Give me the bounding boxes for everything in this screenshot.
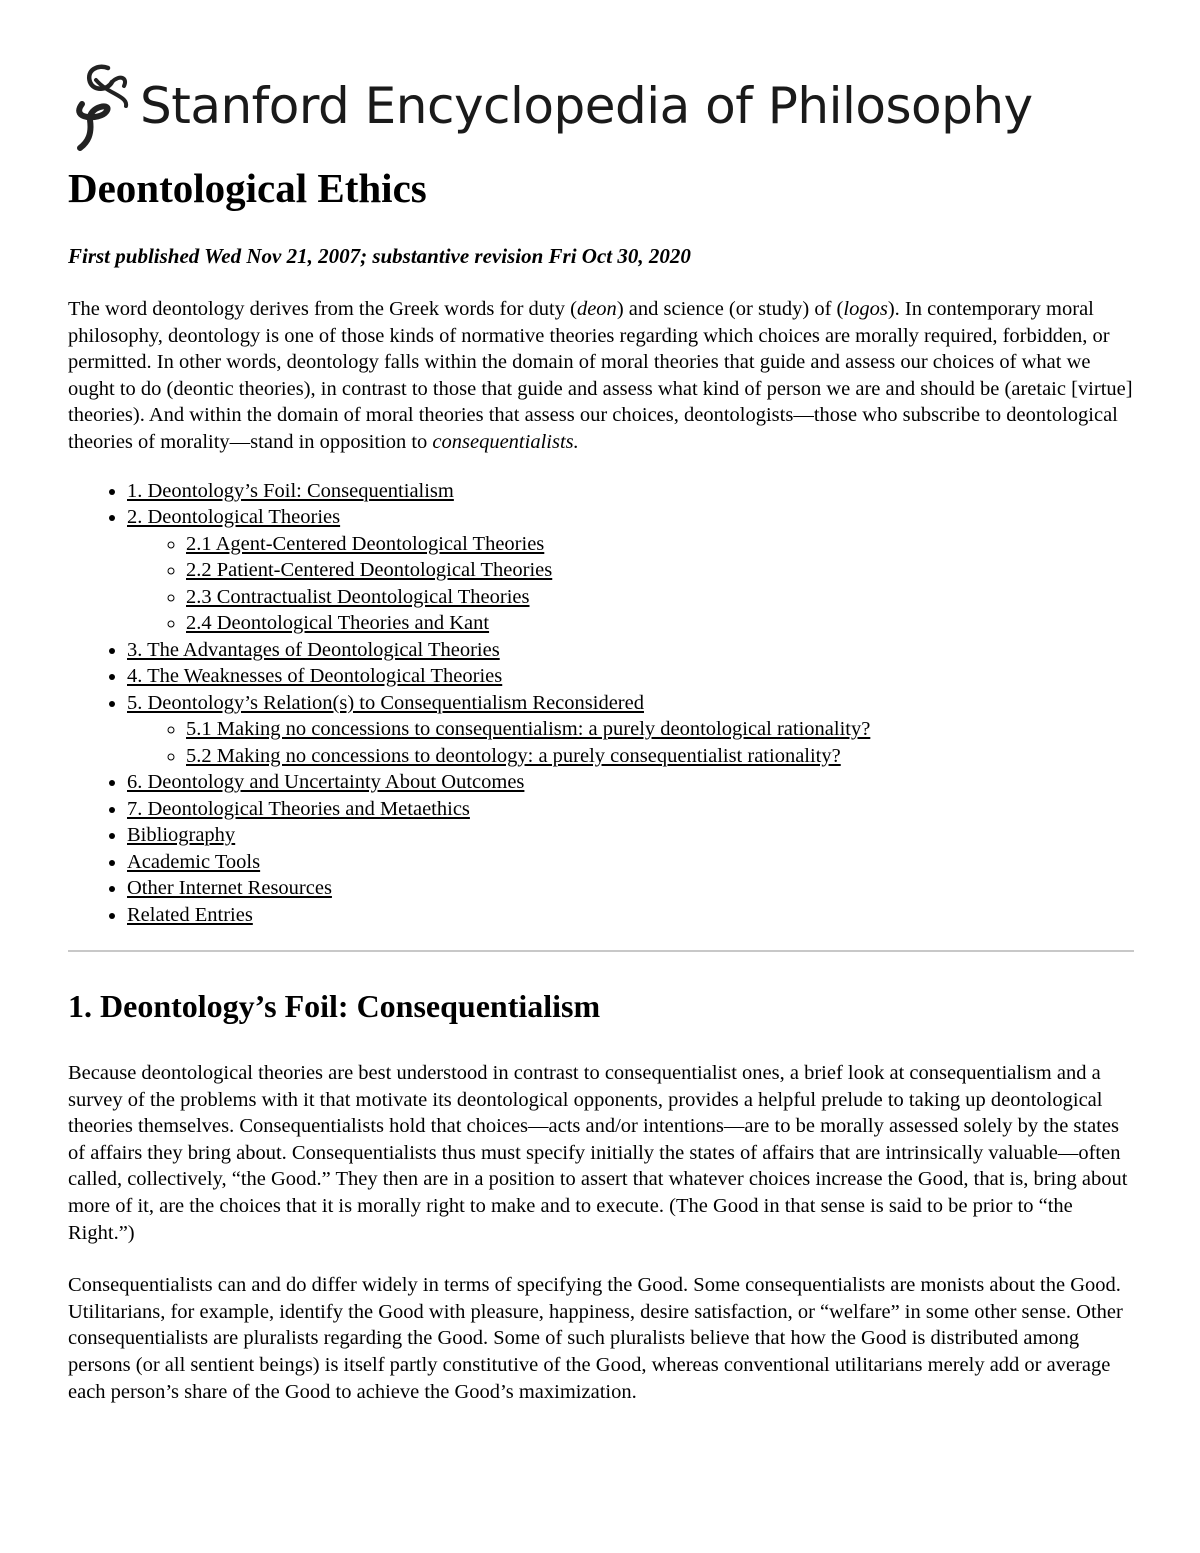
toc-item — [127, 796, 1134, 823]
toc-item — [186, 743, 1134, 770]
toc-item — [127, 663, 1134, 690]
toc-link-academic-tools[interactable]: Academic Tools — [127, 850, 261, 873]
toc-link-other-internet-resources[interactable]: Other Internet Resources — [127, 877, 332, 900]
toc-item — [127, 902, 1134, 929]
toc-sublist — [127, 531, 1134, 637]
publication-info: First published Wed Nov 21, 2007; substantive revision Fri Oct 30, 2020 — [68, 244, 691, 268]
site-masthead[interactable] — [68, 58, 1134, 154]
toc-link-section-5-2[interactable]: 5.2 Making no concessions to deontology: a purely consequentialist rationality? — [186, 744, 841, 767]
table-of-contents — [68, 478, 1134, 929]
toc-item — [127, 849, 1134, 876]
toc-link-section-5[interactable]: 5. Deontology’s Relation(s) to Consequentialism Reconsidered — [127, 691, 644, 714]
toc-item — [127, 875, 1134, 902]
section-1-heading: 1. Deontology’s Foil: Consequentialism — [68, 988, 601, 1025]
toc-link-section-3[interactable]: 3. The Advantages of Deontological Theories — [127, 638, 500, 661]
toc-link-section-7[interactable]: 7. Deontological Theories and Metaethics — [127, 797, 470, 820]
toc-link-section-4[interactable]: 4. The Weaknesses of Deontological Theories — [127, 665, 503, 688]
toc-item — [127, 769, 1134, 796]
site-title[interactable]: Stanford Encyclopedia of Philosophy — [140, 77, 1033, 135]
article-page — [68, 58, 1134, 1405]
toc-link-section-2[interactable]: 2. Deontological Theories — [127, 506, 341, 529]
preamble-text: The word deontology derives from the Greek words for duty ( — [68, 298, 577, 320]
toc-link-bibliography[interactable]: Bibliography — [127, 824, 236, 847]
toc-link-section-5-1[interactable]: 5.1 Making no concessions to consequentialism: a purely deontological rationality? — [186, 718, 871, 741]
section-1-paragraph-2: Consequentialists can and do differ widely in terms of specifying the Good. Some consequentialists are monists about the Good. Utilitarians, for example, identify the Good with pleasure, happiness, desire satisfaction, or “welfare” in some other sense. Other consequentialists are pluralists regarding the Good. Some of such pluralists believe that how the Good is distributed among persons (or all sentient beings) is itself partly constitutive of the Good, whereas conventional utilitarians merely add or average each person’s share of the Good to achieve the Good’s maximization. — [68, 1274, 1123, 1403]
toc-item — [186, 531, 1134, 558]
toc-item — [127, 504, 1134, 637]
section-divider — [68, 950, 1134, 952]
toc-link-related-entries[interactable]: Related Entries — [127, 903, 253, 926]
toc-item — [127, 637, 1134, 664]
toc-link-section-2-2[interactable]: 2.2 Patient-Centered Deontological Theories — [186, 559, 553, 582]
preamble — [68, 296, 1134, 456]
toc-sublist — [127, 716, 1134, 769]
sep-logo-icon — [68, 60, 132, 152]
preamble-term-consequentialists: consequentialists. — [432, 430, 579, 453]
preamble-term-deon: deon — [576, 298, 617, 320]
toc-item — [186, 610, 1134, 637]
preamble-text: ). In contemporary moral philosophy, deontology is one of those kinds of normative theories regarding which choices are morally required, forbidden, or permitted. In other words, deontology falls within the domain of moral theories that guide and assess our choices of what we ought to do (deontic theories), in contrast to those that guide and assess what kind of person we are and should be (aretaic [virtue] theories). And within the domain of moral theories that assess our choices, deontologists—those who subscribe to deontological theories of morality—stand in opposition to — [68, 298, 1133, 453]
toc-link-section-1[interactable]: 1. Deontology’s Foil: Consequentialism — [127, 479, 454, 502]
entry-title: Deontological Ethics — [68, 165, 427, 211]
toc-item — [127, 822, 1134, 849]
toc-item — [127, 478, 1134, 505]
preamble-text: ) and science (or study) of ( — [616, 298, 844, 320]
toc-item — [186, 557, 1134, 584]
toc-link-section-6[interactable]: 6. Deontology and Uncertainty About Outcomes — [127, 771, 525, 794]
toc-item — [127, 690, 1134, 770]
toc-link-section-2-1[interactable]: 2.1 Agent-Centered Deontological Theories — [186, 532, 545, 555]
section-1-paragraph-1: Because deontological theories are best understood in contrast to consequentialist ones, a brief look at consequentialism and a survey of the problems with it that motivate its deontological opponents, provides a helpful prelude to taking up deontological theories themselves. Consequentialists hold that choices—acts and/or intentions—are to be morally assessed solely by the states of affairs they bring about. Consequentialists thus must specify initially the states of affairs that are intrinsically valuable—often called, collectively, “the Good.” They then are in a position to assert that whatever choices increase the Good, that is, bring about more of it, are the choices that it is morally right to make and to execute. (The Good in that sense is said to be prior to “the Right.”) — [68, 1062, 1128, 1244]
toc-link-section-2-3[interactable]: 2.3 Contractualist Deontological Theories — [186, 585, 530, 608]
preamble-term-logos: logos — [843, 298, 888, 320]
toc-link-section-2-4[interactable]: 2.4 Deontological Theories and Kant — [186, 612, 490, 635]
toc-item — [186, 584, 1134, 611]
toc-item — [186, 716, 1134, 743]
